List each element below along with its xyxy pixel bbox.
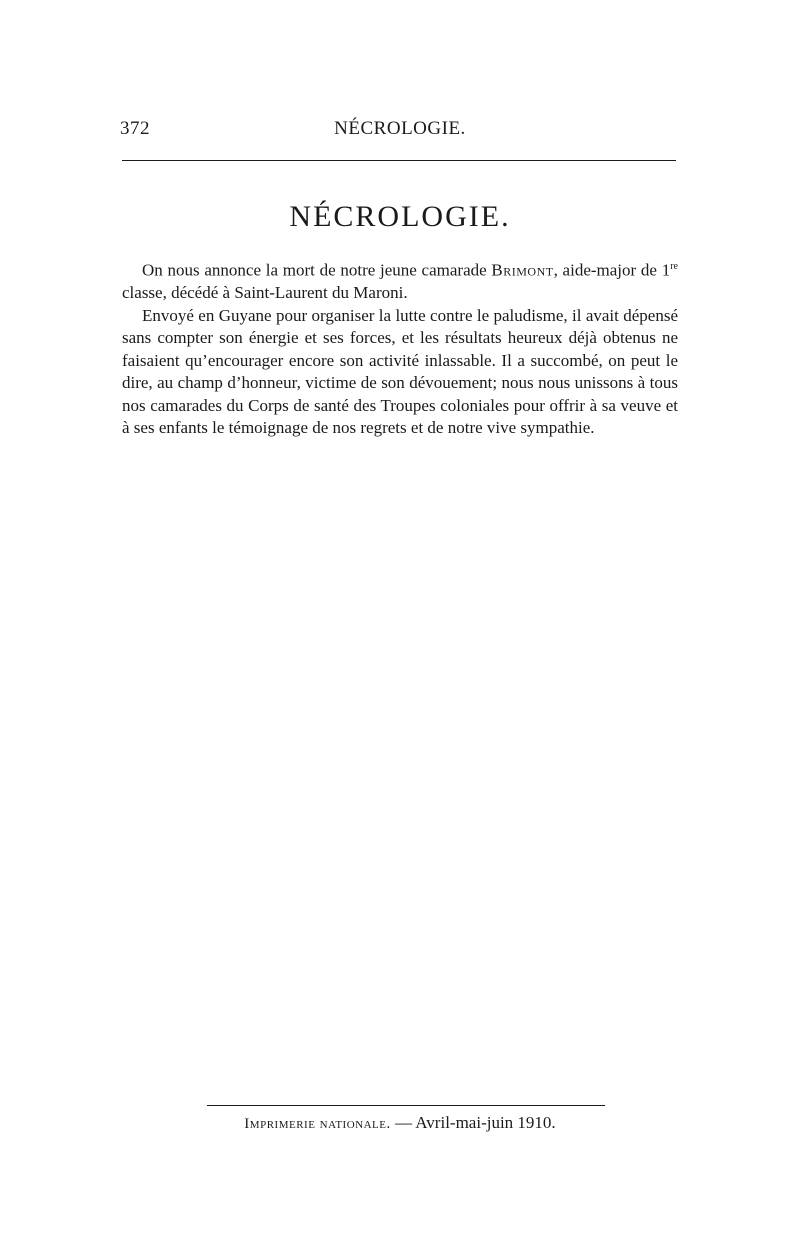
obituary-text — [122, 256, 678, 440]
printer-name: Imprimerie nationale. — [244, 1116, 391, 1132]
footer-rule — [207, 1105, 605, 1106]
deceased-name: Brimont — [491, 260, 554, 280]
class-suffix: re — [670, 261, 678, 272]
imprint — [0, 1113, 800, 1133]
announcement-rest: classe, décédé à Saint-Laurent du Maroni. — [122, 283, 408, 303]
section-title: NÉCROLOGIE. — [289, 200, 511, 233]
class-number: 1 — [661, 260, 671, 280]
rank-text: , aide-major de — [553, 260, 662, 280]
header-rule — [122, 160, 676, 161]
paragraph-tribute: Envoyé en Guyane pour organiser la lutte contre le paludisme, il avait dépensé sans compter son énergie et ses forces, et les résultats heureux déjà obtenus ne faisaient qu’encourager encore son activité inlassable. Il a succombé, on peut le dire, au champ d’honneur, victime de son dévouement; nous nous unissons à tous nos camarades du Corps de santé des Troupes coloniales pour offrir à sa veuve et à ses enfants le témoignage de nos regrets et de notre vive sympathie. — [122, 305, 678, 438]
page-number: 372 — [120, 118, 150, 139]
running-head: NÉCROLOGIE. — [334, 118, 466, 139]
print-date: — Avril-mai-juin 1910. — [390, 1113, 556, 1132]
announcement-intro: On nous annonce la mort de notre jeune camarade — [142, 260, 492, 280]
paragraph-announcement — [122, 256, 678, 305]
